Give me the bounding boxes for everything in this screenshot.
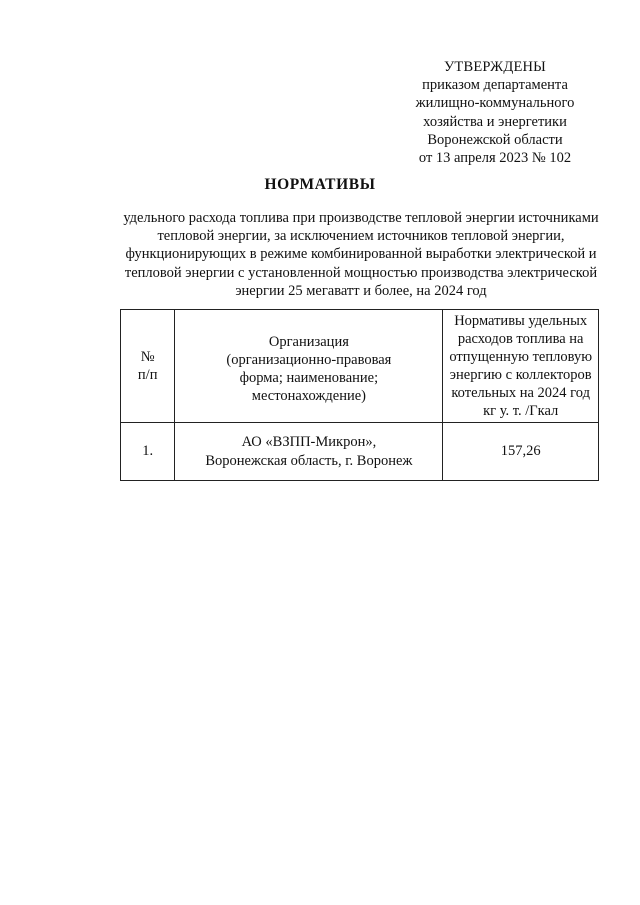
header-norm-value [443, 310, 599, 423]
approval-line: Воронежской области [427, 131, 563, 148]
header-org-line: Организация [268, 333, 349, 350]
row-organization [175, 423, 443, 481]
subtitle-line: тепловой энергии с установленной мощностью производства электрической [124, 264, 598, 281]
header-organization [175, 310, 443, 423]
norms-table [120, 309, 599, 481]
table-header-row [121, 310, 599, 423]
header-org-line: (организационно-правовая [226, 351, 392, 368]
document-subtitle [96, 209, 626, 300]
approval-line: хозяйства и энергетики [423, 113, 567, 130]
row-norm-value: 157,26 [443, 423, 599, 481]
header-org-line: местонахождение) [251, 388, 366, 405]
subtitle-line: тепловой энергии, за исключением источников тепловой энергии, [157, 228, 565, 245]
approval-block [380, 58, 610, 167]
table-row [121, 423, 599, 481]
document-title: НОРМАТИВЫ [264, 176, 376, 193]
subtitle-line: энергии 25 мегаватт и более, на 2024 год [235, 282, 487, 299]
row-org-line: АО «ВЗПП-Микрон», [241, 434, 377, 451]
header-val-line: Нормативы удельных [454, 313, 588, 329]
header-org-line: форма; наименование; [239, 370, 379, 386]
header-val-line: кг у. т. /Гкал [483, 403, 559, 419]
row-org-line: Воронежская область, г. Воронеж [205, 452, 413, 469]
subtitle-line: функционирующих в режиме комбинированной выработки электрической и [125, 246, 597, 263]
approval-line: от 13 апреля 2023 № 102 [418, 150, 572, 167]
header-val-line: энергию с коллекторов [449, 367, 592, 383]
subtitle-line: удельного расхода топлива при производстве тепловой энергии источниками [123, 210, 599, 226]
header-num-line: п/п [137, 367, 158, 383]
header-val-line: расходов топлива на [457, 331, 584, 347]
approval-line: жилищно-коммунального [415, 95, 575, 112]
header-num [121, 310, 175, 423]
approval-line: приказом департамента [422, 77, 568, 94]
approval-heading: УТВЕРЖДЕНЫ [443, 59, 547, 75]
header-num-line: № [140, 348, 155, 365]
row-num: 1. [121, 423, 175, 481]
header-val-line: отпущенную тепловую [449, 349, 593, 365]
header-val-line: котельных на 2024 год [451, 385, 590, 401]
